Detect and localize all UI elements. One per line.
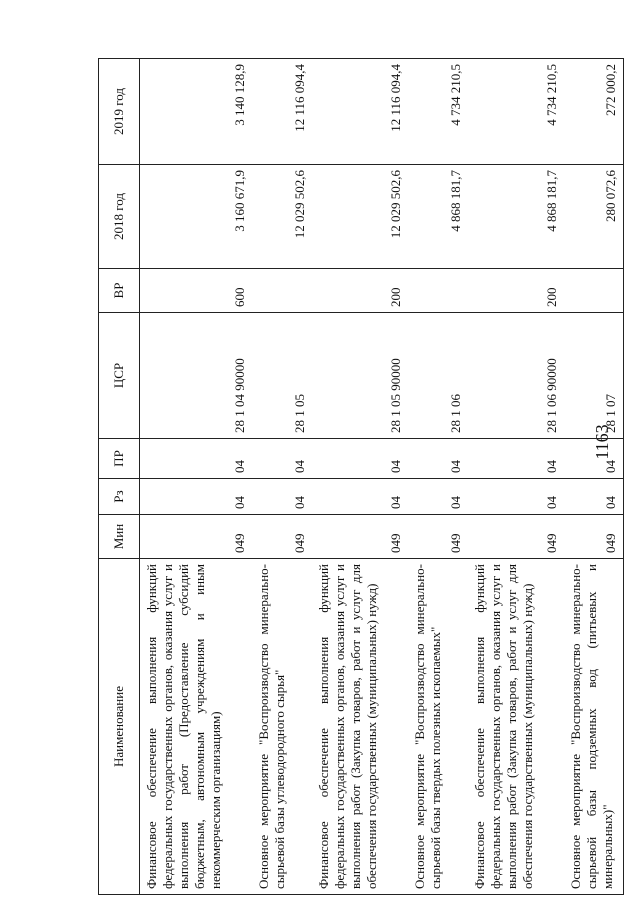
table-header-row (99, 59, 140, 895)
header-min: Мин (99, 515, 140, 559)
row-min: 049 (408, 515, 468, 559)
row-2018: 4 868 181,7 (468, 165, 564, 269)
page-number: 1163 (592, 424, 612, 460)
row-rz: 04 (564, 479, 624, 515)
row-min: 049 (140, 515, 252, 559)
row-vr: 200 (468, 269, 564, 313)
row-csr: 28 1 06 90000 (468, 313, 564, 439)
row-csr: 28 1 05 90000 (312, 313, 408, 439)
header-pr: ПР (99, 439, 140, 479)
row-2018: 4 868 181,7 (408, 165, 468, 269)
row-min: 049 (252, 515, 312, 559)
row-name: Основное мероприятие "Воспроизводство минерально-сырьевой базы твердых полезных ископаемых" (408, 559, 468, 895)
row-min: 049 (312, 515, 408, 559)
row-min: 049 (564, 515, 624, 559)
row-min: 049 (468, 515, 564, 559)
row-pr: 04 (312, 439, 408, 479)
row-2018: 3 160 671,9 (140, 165, 252, 269)
row-2018: 280 072,6 (564, 165, 624, 269)
row-vr (564, 269, 624, 313)
row-2018: 12 029 502,6 (252, 165, 312, 269)
row-name: Финансовое обеспечение выполнения функций федеральных государственных органов, оказания услуг и выполнения работ (Закупка товаров, работ и услуг для обеспечения государственных (муниципальных) нужд) (468, 559, 564, 895)
row-rz: 04 (468, 479, 564, 515)
header-name: Наименование (99, 559, 140, 895)
row-2018: 12 029 502,6 (312, 165, 408, 269)
row-rz: 04 (252, 479, 312, 515)
header-vr: ВР (99, 269, 140, 313)
row-pr: 04 (252, 439, 312, 479)
row-2019: 4 734 210,5 (543, 64, 559, 126)
row-pr: 04 (140, 439, 252, 479)
row-pr: 04 (468, 439, 564, 479)
row-csr: 28 1 05 (252, 313, 312, 439)
row-csr: 28 1 06 (408, 313, 468, 439)
row-2019: 12 116 094,4 (291, 64, 307, 132)
row-name: Основное мероприятие "Воспроизводство минерально-сырьевой базы подземных вод (питьевых и минеральных)" (564, 559, 624, 895)
budget-table (98, 58, 624, 895)
row-vr (252, 269, 312, 313)
header-rz: Рз (99, 479, 140, 515)
row-2019: 12 116 094,4 (387, 64, 403, 132)
row-name: Основное мероприятие "Воспроизводство минерально-сырьевой базы углеводородного сырья" (252, 559, 312, 895)
row-2019: 272 000,2 (603, 64, 618, 116)
row-csr: 28 1 04 90000 (140, 313, 252, 439)
header-csr: ЦСР (99, 313, 140, 439)
table-row (408, 59, 468, 895)
table-row (140, 59, 252, 895)
table-row (252, 59, 312, 895)
row-pr: 04 (564, 439, 624, 479)
row-rz: 04 (312, 479, 408, 515)
row-csr: 28 1 07 (564, 313, 624, 439)
table-row (564, 59, 624, 895)
row-vr: 200 (312, 269, 408, 313)
row-pr: 04 (408, 439, 468, 479)
row-2019: 3 140 128,9 (231, 64, 247, 126)
row-2019: 4 734 210,5 (447, 64, 463, 126)
row-rz: 04 (140, 479, 252, 515)
header-2018: 2018 год (99, 165, 140, 269)
table-row (312, 59, 408, 895)
row-name: Финансовое обеспечение выполнения функций федеральных государственных органов, оказания услуг и выполнения работ (Закупка товаров, работ и услуг для обеспечения государственных (муниципальных) нужд) (312, 559, 408, 895)
row-vr (408, 269, 468, 313)
row-name: Финансовое обеспечение выполнения функций федеральных государственных органов, оказания услуг и выполнения работ (Предоставление субсидий бюджетным, автономным учреждениям и иным некоммерческим организациям) (140, 559, 252, 895)
table-row (468, 59, 564, 895)
header-2019: 2019 год (99, 59, 140, 165)
row-rz: 04 (408, 479, 468, 515)
row-vr: 600 (140, 269, 252, 313)
